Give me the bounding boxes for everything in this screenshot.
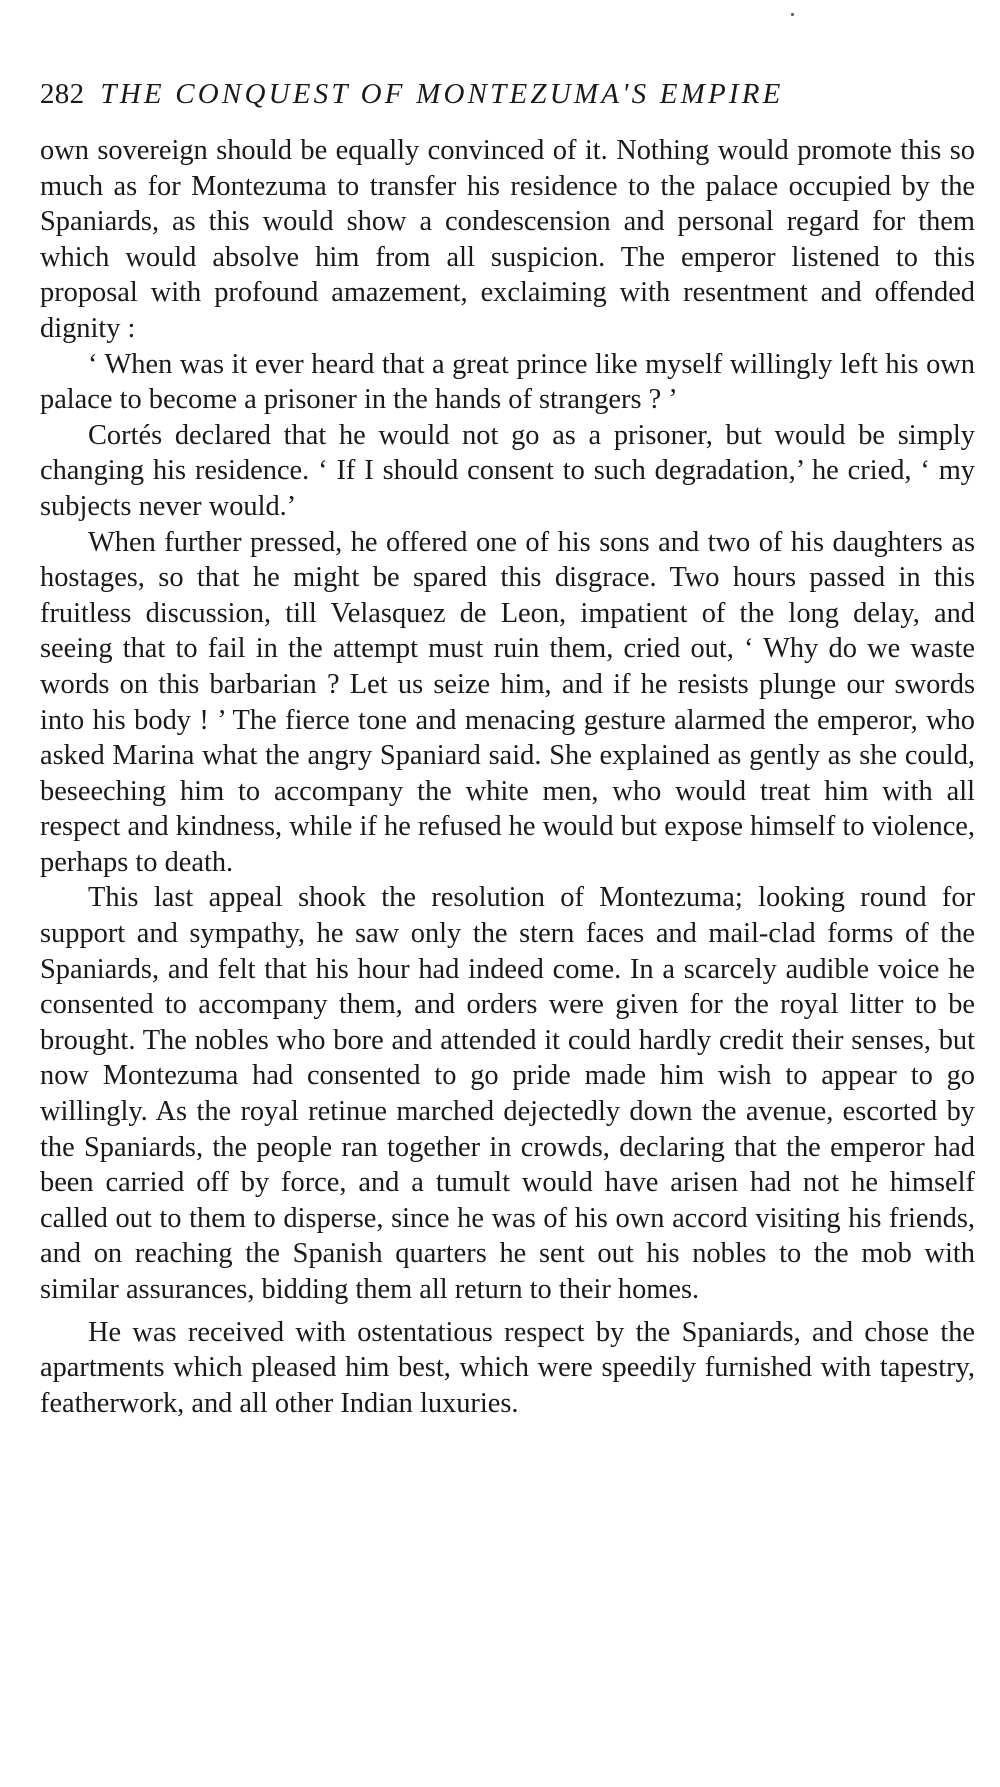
paragraph: ‘ When was it ever heard that a great prince like myself willingly left his own palace to become a prisoner in the hands of strangers ? ’ <box>40 348 975 416</box>
body-text <box>40 133 975 1421</box>
paragraph: This last appeal shook the resolution of Montezuma; looking round for support and sympathy, he saw only the stern faces and mail-clad forms of the Spaniards, and felt that his hour had indeed come. In a scarcely audible voice he consented to accompany them, and orders were given for the royal litter to be brought. The nobles who bore and attended it could hardly credit their senses, but now Montezuma had consented to go pride made him wish to appear to go willingly. As the royal retinue marched dejectedly down the avenue, escorted by the Spaniards, the people ran together in crowds, declaring that the emperor had been carried off by force, and a tumult would have arisen had not he himself called out to them to disperse, since he was of his own accord visiting his friends, and on reaching the Spanish quarters he sent out his nobles to the mob with similar assurances, bidding them all return to their homes. <box>40 882 975 1305</box>
paragraph: Cortés declared that he would not go as a prisoner, but would be simply changing his residence. ‘ If I should consent to such degradation,’ he cried, ‘ my subjects never would.’ <box>40 419 975 522</box>
page-number: 282 <box>40 78 85 110</box>
paragraph: When further pressed, he offered one of his sons and two of his daughters as hostages, so that he might be spared this disgrace. Two hours passed in this fruitless discussion, till Velasquez de Leon, impatient of the long delay, and seeing that to fail in the attempt must ruin them, cried out, ‘ Why do we waste words on this barbarian ? Let us seize him, and if he resists plunge our swords into his body ! ’ The fierce tone and menacing gesture alarmed the emperor, who asked Marina what the angry Spaniard said. She explained as gently as she could, beseeching him to accompany the white men, who would treat him with all respect and kindness, while if he refused he would but expose himself to violence, perhaps to death. <box>40 526 975 878</box>
print-speck <box>791 13 794 16</box>
running-head <box>40 74 955 114</box>
paragraph: own sovereign should be equally convinced of it. Nothing would promote this so much as for Montezuma to transfer his residence to the palace occupied by the Spaniards, as this would show a condescension and personal regard for them which would absolve him from all suspicion. The emperor listened to this proposal with profound amazement, exclaiming with resentment and offended dignity : <box>40 135 975 344</box>
paragraph: He was received with ostentatious respect by the Spaniards, and chose the apartments which pleased him best, which were speedily furnished with tapestry, featherwork, and all other Indian luxuries. <box>40 1316 975 1419</box>
running-title: THE CONQUEST OF MONTEZUMA'S EMPIRE <box>100 78 784 110</box>
